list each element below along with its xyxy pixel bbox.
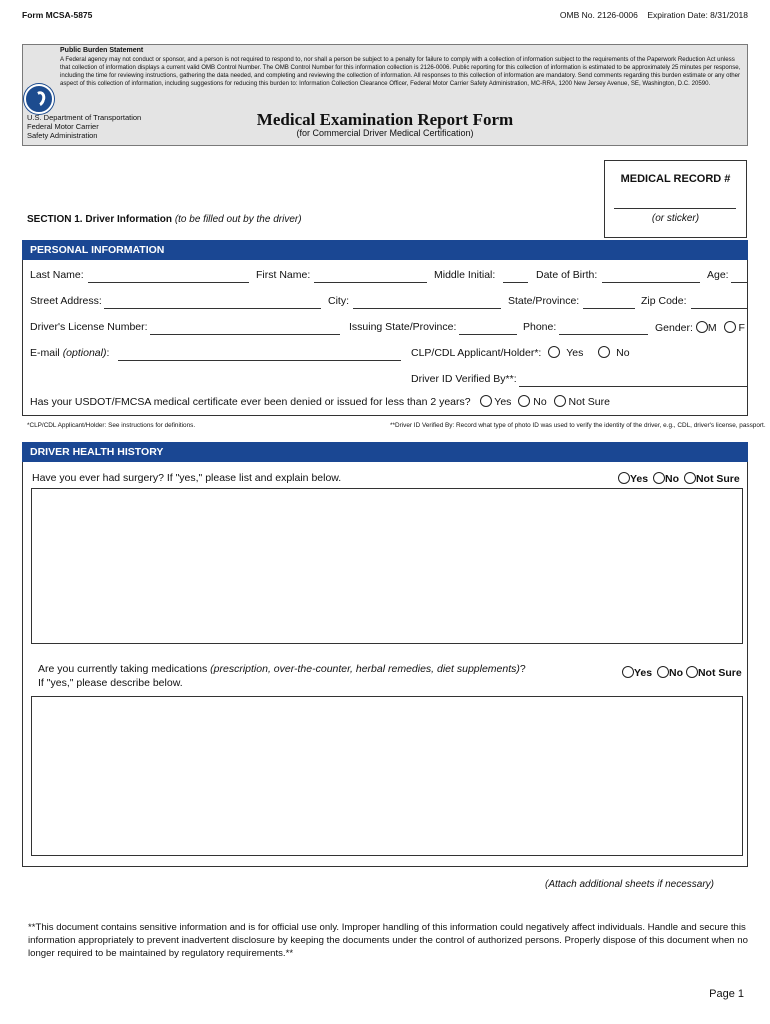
email-label: E-mail: [30, 347, 60, 359]
driver-id-label: Driver ID Verified By**:: [411, 373, 517, 385]
state-label: State/Province:: [508, 295, 580, 307]
medical-record-label: MEDICAL RECORD #: [620, 173, 731, 185]
meds-question-text: Are you currently taking medications: [38, 663, 208, 675]
agency-line: Federal Motor Carrier: [27, 122, 99, 131]
email-field[interactable]: [118, 360, 401, 361]
meds-not-sure-label: Not Sure: [697, 667, 742, 679]
zip-field[interactable]: [691, 308, 747, 309]
burden-text: A Federal agency may not conduct or sponsor, and a person is not required to respond to, nor shall a person be subject to a penalty for failure to comply with a collection of information subject to the requirements of the Paperwork Reduction Act unless that collection of information displays a current valid OMB Control Number. The OMB Control Number for this information collection is 2126-0006. Public reporting for this collection of information is estimated to be approximately 25 minutes per response, including the time for reviewing instructions, gathering the data needed, and completing and reviewing the collection of information. All responses to this collection of information are mandatory. Send comments regarding this burden estimate or any other aspect of this collection of information, including suggestions for reducing this burden to: Information Collection Clearance Officer, Federal Motor Carrier Safety Administration, MC-RRA, 1200 New Jersey Avenue, SE, Washington, D.C. 20590.: [60, 56, 741, 87]
denied-yes-label: Yes: [494, 396, 512, 408]
denied-question: Has your USDOT/FMCSA medical certificate ever been denied or issued for less than 2 years?: [30, 396, 471, 408]
clp-group: [411, 346, 630, 359]
attach-note: (Attach additional sheets if necessary): [545, 879, 714, 890]
last-name-field[interactable]: [88, 282, 249, 283]
street-label: Street Address:: [30, 295, 102, 307]
medical-record-box: [604, 160, 747, 238]
surgery-options: [618, 472, 740, 485]
meds-question-end: ?: [519, 663, 526, 675]
surgery-not-sure-label: Not Sure: [695, 473, 740, 485]
meds-question-italic: (prescription, over-the-counter, herbal remedies, diet supplements): [210, 663, 520, 675]
meds-question: [38, 663, 526, 675]
state-field[interactable]: [583, 308, 635, 309]
driver-id-footnote: **Driver ID Verified By: Record what type of photo ID was used to verify the identity of the driver, e.g., CDL, driver's license, passport.: [390, 422, 766, 429]
license-field[interactable]: [150, 334, 340, 335]
phone-label: Phone:: [523, 321, 557, 333]
middle-initial-field[interactable]: [503, 282, 528, 283]
gender-label: Gender:: [655, 322, 693, 334]
denied-yes-radio[interactable]: [480, 395, 492, 407]
health-history-heading: DRIVER HEALTH HISTORY: [22, 442, 748, 462]
omb-info: [560, 10, 748, 20]
clp-no-label: No: [616, 347, 630, 359]
city-label: City:: [328, 295, 349, 307]
age-label: Age:: [707, 269, 729, 281]
sticker-note: (or sticker): [651, 213, 700, 224]
phone-field[interactable]: [559, 334, 648, 335]
email-optional-label: (optional): [62, 347, 107, 359]
form-subtitle: (for Commercial Driver Medical Certification): [296, 128, 474, 138]
denied-no-label: No: [533, 396, 547, 408]
meds-options: [622, 666, 742, 679]
agency-line: U.S. Department of Transportation: [27, 113, 142, 122]
gender-f-label: F: [738, 322, 745, 334]
clp-footnote: *CLP/CDL Applicant/Holder: See instructions for definitions.: [27, 422, 196, 429]
gender-f-radio[interactable]: [724, 321, 736, 333]
form-title: Medical Examination Report Form: [256, 110, 514, 129]
denied-no-radio[interactable]: [518, 395, 530, 407]
clp-no-radio[interactable]: [598, 346, 610, 358]
surgery-yes-radio[interactable]: [618, 472, 630, 484]
section-1-heading: [27, 214, 302, 225]
gender-m-label: M: [707, 322, 717, 334]
surgery-not-sure-radio[interactable]: [684, 472, 696, 484]
surgery-yes-label: Yes: [630, 473, 649, 485]
meds-no-label: No: [669, 667, 684, 679]
middle-initial-label: Middle Initial:: [434, 269, 496, 281]
dob-label: Date of Birth:: [536, 269, 598, 281]
issuing-state-field[interactable]: [459, 334, 517, 335]
meds-question-2: If "yes," please describe below.: [38, 677, 183, 689]
gender-group: [655, 321, 745, 334]
email-colon: :: [106, 347, 110, 359]
section-1-note: (to be filled out by the driver): [174, 214, 302, 225]
meds-yes-label: Yes: [634, 667, 653, 679]
expiration-date: Expiration Date: 8/31/2018: [647, 10, 748, 20]
page-number: Page 1: [709, 988, 744, 1000]
dob-field[interactable]: [602, 282, 700, 283]
meds-no-radio[interactable]: [657, 666, 669, 678]
medical-record-field[interactable]: [614, 208, 736, 209]
surgery-no-radio[interactable]: [653, 472, 665, 484]
driver-id-field[interactable]: [519, 386, 747, 387]
age-field[interactable]: [731, 282, 747, 283]
first-name-label: First Name:: [256, 269, 311, 281]
issuing-state-label: Issuing State/Province:: [349, 321, 457, 333]
license-label: Driver's License Number:: [30, 321, 148, 333]
agency-name: [27, 113, 141, 140]
agency-line: Safety Administration: [27, 131, 98, 140]
section-1-title: SECTION 1. Driver Information: [27, 214, 173, 225]
denied-group: [30, 395, 610, 408]
denied-not-sure-label: Not Sure: [568, 396, 610, 408]
medications-textarea[interactable]: [31, 696, 743, 856]
form-id: Form MCSA-5875: [22, 10, 93, 20]
clp-label: CLP/CDL Applicant/Holder*:: [411, 347, 542, 359]
clp-yes-label: Yes: [566, 347, 584, 359]
street-field[interactable]: [104, 308, 321, 309]
burden-title: Public Burden Statement: [60, 47, 144, 54]
surgery-no-label: No: [665, 473, 680, 485]
sensitive-notice: **This document contains sensitive information and is for official use only. Improper handling of this information could negatively affect individuals. Handle and secure this information appropriately to prevent inadvertent disclosure by keeping the documents under the control of authorized persons. Properly dispose of this document when no longer required to be maintained by regulatory requirements.**: [28, 922, 748, 959]
gender-m-radio[interactable]: [696, 321, 708, 333]
meds-not-sure-radio[interactable]: [686, 666, 698, 678]
surgery-textarea[interactable]: [31, 488, 743, 644]
meds-yes-radio[interactable]: [622, 666, 634, 678]
first-name-field[interactable]: [314, 282, 427, 283]
denied-not-sure-radio[interactable]: [554, 395, 566, 407]
city-field[interactable]: [353, 308, 501, 309]
clp-yes-radio[interactable]: [548, 346, 560, 358]
email-label-group: [30, 347, 109, 359]
surgery-question: Have you ever had surgery? If "yes," please list and explain below.: [32, 472, 342, 484]
personal-info-heading: PERSONAL INFORMATION: [22, 240, 748, 260]
omb-number: OMB No. 2126-0006: [559, 10, 638, 20]
last-name-label: Last Name:: [30, 269, 84, 281]
zip-label: Zip Code:: [641, 295, 687, 307]
